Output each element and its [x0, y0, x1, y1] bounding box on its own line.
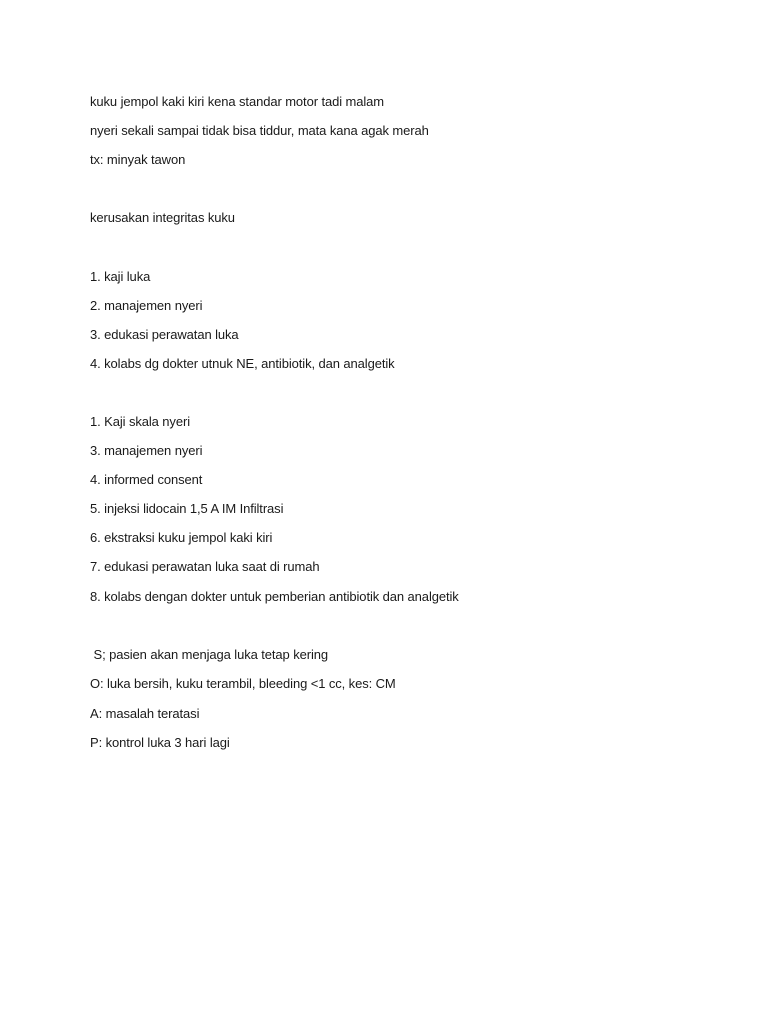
text-line: 4. kolabs dg dokter utnuk NE, antibiotik, dan analgetik — [90, 356, 395, 371]
text-line: 3. edukasi perawatan luka — [90, 327, 239, 342]
text-line: 3. manajemen nyeri — [90, 443, 203, 458]
text-line: P: kontrol luka 3 hari lagi — [90, 735, 230, 750]
text-line: O: luka bersih, kuku terambil, bleeding <1 cc, kes: CM — [90, 676, 396, 691]
text-line: 4. informed consent — [90, 472, 203, 487]
text-line: 2. manajemen nyeri — [90, 298, 203, 313]
text-line: 1. Kaji skala nyeri — [90, 414, 190, 429]
text-line: 7. edukasi perawatan luka saat di rumah — [90, 559, 320, 574]
text-line: nyeri sekali sampai tidak bisa tiddur, mata kana agak merah — [90, 123, 429, 138]
text-line: 8. kolabs dengan dokter untuk pemberian antibiotik dan analgetik — [90, 589, 459, 604]
text-line: kuku jempol kaki kiri kena standar motor tadi malam — [90, 94, 385, 109]
text-line: 5. injeksi lidocain 1,5 A IM Infiltrasi — [90, 501, 284, 516]
text-line: 6. ekstraksi kuku jempol kaki kiri — [90, 530, 273, 545]
text-line: 1. kaji luka — [90, 269, 151, 284]
text-line: S; pasien akan menjaga luka tetap kering — [90, 647, 328, 662]
text-line: kerusakan integritas kuku — [90, 210, 235, 225]
text-line: tx: minyak tawon — [90, 152, 186, 167]
text-line: A: masalah teratasi — [90, 706, 200, 721]
